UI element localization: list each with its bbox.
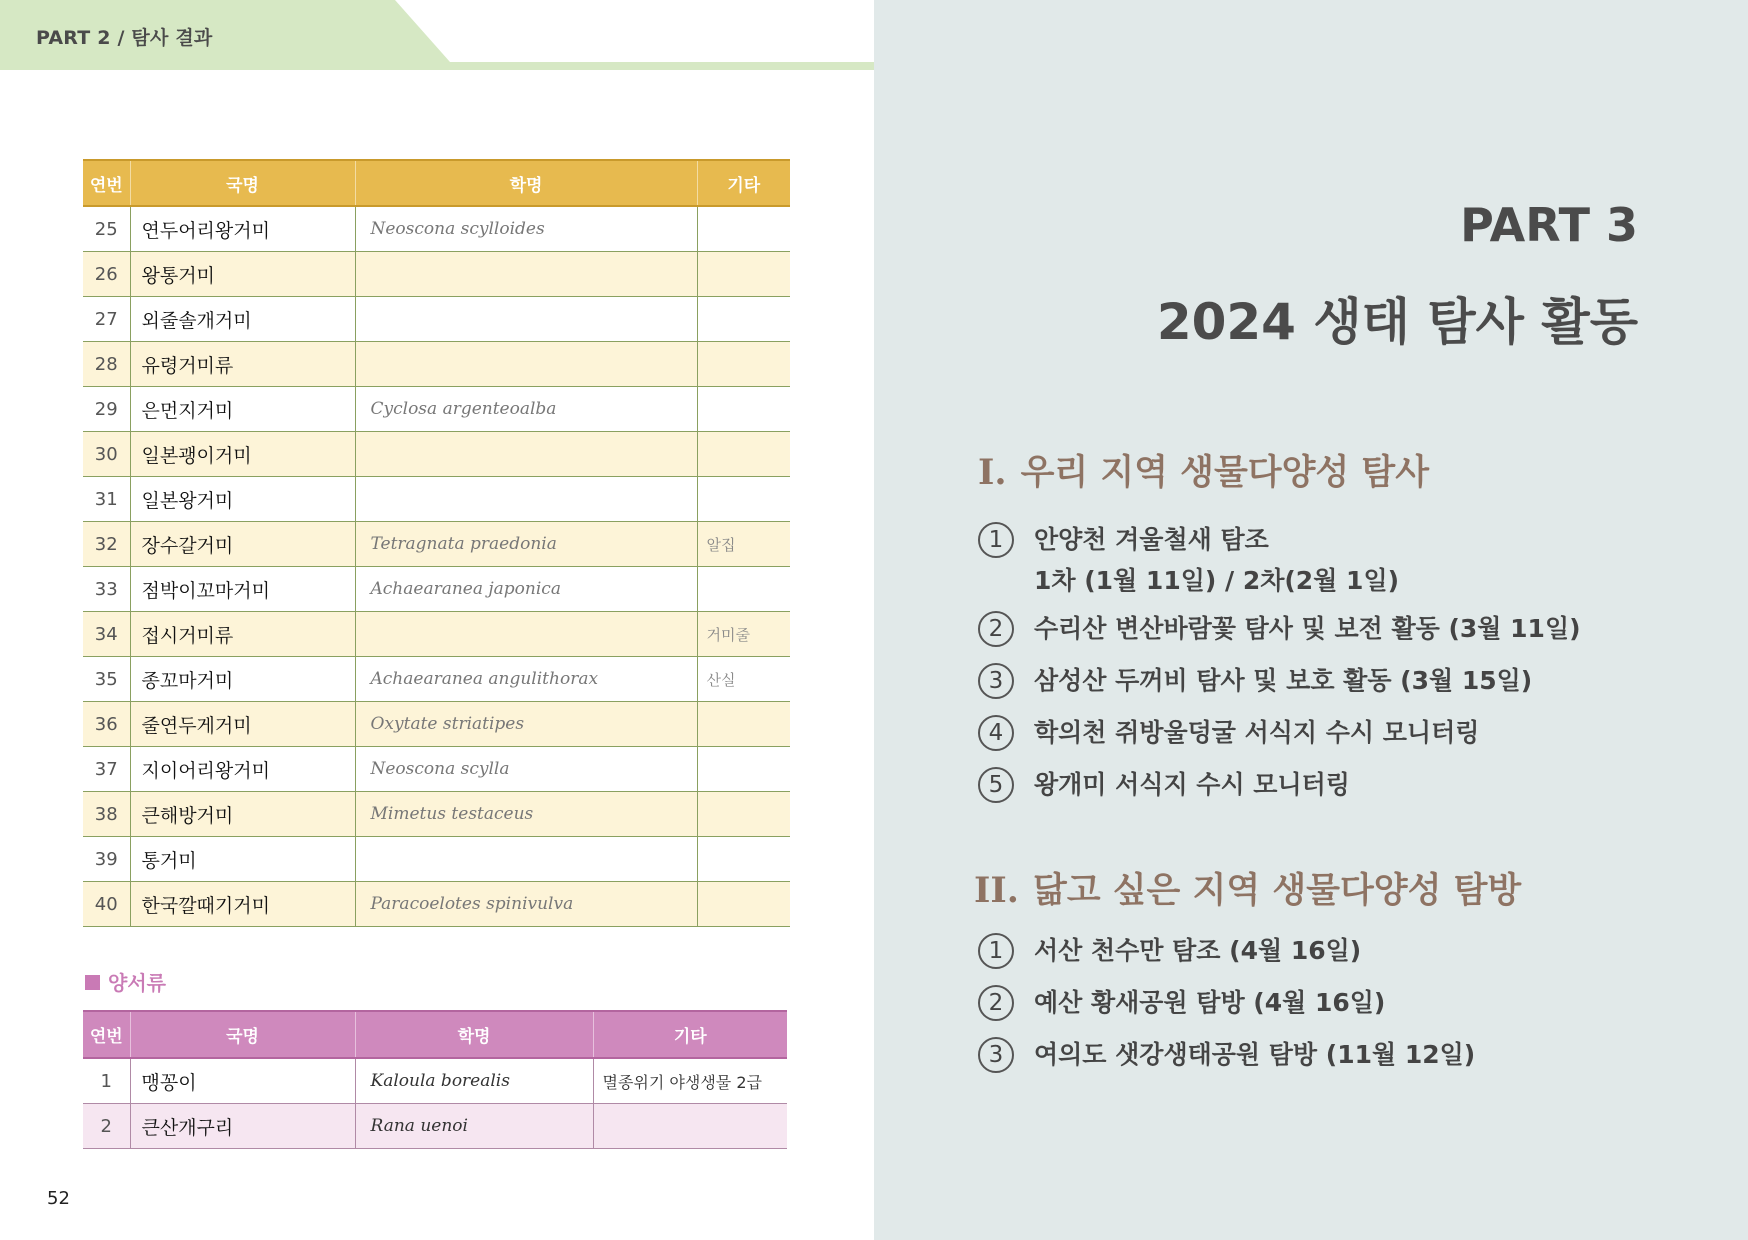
cell-korean-name: 은먼지거미 (130, 387, 355, 432)
list-item-text: 삼성산 두꺼비 탐사 및 보호 활동 (3월 15일) (1034, 666, 1533, 695)
cell-etc (697, 837, 790, 882)
list-item (988, 770, 1350, 800)
part-title: 2024 생태 탐사 활동 (1156, 293, 1638, 351)
table-row (83, 882, 790, 927)
list-item-text: 왕개미 서식지 수시 모니터링 (1034, 770, 1350, 799)
table-row (83, 206, 790, 252)
cell-no: 2 (83, 1104, 130, 1149)
list-item (988, 936, 1362, 966)
list-item (988, 718, 1480, 748)
cell-no: 39 (83, 837, 130, 882)
cell-etc: 거미줄 (697, 612, 790, 657)
circled-number: 2 (978, 985, 1014, 1021)
cell-scientific-name: Kaloula borealis (355, 1058, 593, 1104)
cell-korean-name: 장수갈거미 (130, 522, 355, 567)
cell-no: 33 (83, 567, 130, 612)
circled-number: 3 (978, 663, 1014, 699)
cell-no: 37 (83, 747, 130, 792)
cell-scientific-name: Achaearanea japonica (355, 567, 697, 612)
cell-korean-name: 큰산개구리 (130, 1104, 355, 1149)
cell-no: 1 (83, 1058, 130, 1104)
column-header-etc: 기타 (593, 1011, 787, 1058)
cell-korean-name: 접시거미류 (130, 612, 355, 657)
column-header-scientific-name: 학명 (355, 1011, 593, 1058)
cell-scientific-name (355, 297, 697, 342)
table-row (83, 522, 790, 567)
section-title-text: 우리 지역 생물다양성 탐사 (1020, 453, 1430, 493)
cell-korean-name: 일본왕거미 (130, 477, 355, 522)
cell-scientific-name: Rana uenoi (355, 1104, 593, 1149)
list-item-text: 여의도 샛강생태공원 탐방 (11월 12일) (1034, 1040, 1476, 1069)
cell-korean-name: 연두어리왕거미 (130, 206, 355, 252)
cell-no: 38 (83, 792, 130, 837)
circled-number: 3 (978, 1037, 1014, 1073)
table-row (83, 612, 790, 657)
column-header-korean-name: 국명 (130, 1011, 355, 1058)
table-row (83, 342, 790, 387)
table-header-row (83, 1011, 787, 1058)
cell-scientific-name: Achaearanea angulithorax (355, 657, 697, 702)
column-header-scientific-name: 학명 (355, 160, 697, 206)
cell-etc (697, 387, 790, 432)
cell-etc (697, 432, 790, 477)
table-row (83, 387, 790, 432)
cell-no: 29 (83, 387, 130, 432)
list-item (988, 525, 1400, 596)
right-page (874, 0, 1748, 1240)
cell-no: 36 (83, 702, 130, 747)
amphibian-section-heading (85, 967, 166, 996)
list-item-text: 예산 황새공원 탐방 (4월 16일) (1034, 988, 1386, 1017)
cell-etc: 산실 (697, 657, 790, 702)
cell-korean-name: 일본괭이거미 (130, 432, 355, 477)
part-label: PART 3 (1460, 198, 1638, 252)
table-row (83, 1104, 787, 1149)
cell-etc (697, 792, 790, 837)
cell-scientific-name: Neoscona scylloides (355, 206, 697, 252)
cell-scientific-name (355, 612, 697, 657)
cell-scientific-name (355, 432, 697, 477)
cell-scientific-name: Neoscona scylla (355, 747, 697, 792)
cell-etc (697, 252, 790, 297)
circled-number: 4 (978, 715, 1014, 751)
cell-scientific-name (355, 477, 697, 522)
table-row (83, 792, 790, 837)
section-title-1 (978, 445, 1429, 495)
column-header-no: 연번 (83, 1011, 130, 1058)
cell-etc: 알집 (697, 522, 790, 567)
roman-numeral: II. (974, 870, 1019, 911)
cell-korean-name: 맹꽁이 (130, 1058, 355, 1104)
cell-no: 30 (83, 432, 130, 477)
cell-korean-name: 유령거미류 (130, 342, 355, 387)
cell-etc (697, 477, 790, 522)
cell-korean-name: 통거미 (130, 837, 355, 882)
cell-scientific-name (355, 342, 697, 387)
cell-scientific-name: Oxytate striatipes (355, 702, 697, 747)
table-row (83, 702, 790, 747)
table-row (83, 432, 790, 477)
cell-no: 32 (83, 522, 130, 567)
section-title-text: 닮고 싶은 지역 생물다양성 탐방 (1032, 871, 1522, 911)
cell-etc (697, 342, 790, 387)
cell-etc (697, 567, 790, 612)
cell-no: 25 (83, 206, 130, 252)
cell-etc (697, 747, 790, 792)
list-item-subtext: 1차 (1월 11일) / 2차(2월 1일) (1034, 566, 1400, 595)
cell-no: 28 (83, 342, 130, 387)
list-item-text: 안양천 겨울철새 탐조 (1034, 525, 1269, 554)
table-row (83, 747, 790, 792)
cell-etc (697, 702, 790, 747)
table-row (83, 252, 790, 297)
cell-korean-name: 점박이꼬마거미 (130, 567, 355, 612)
cell-scientific-name (355, 252, 697, 297)
cell-korean-name: 종꼬마거미 (130, 657, 355, 702)
cell-no: 27 (83, 297, 130, 342)
table-row (83, 567, 790, 612)
cell-etc: 멸종위기 야생생물 2급 (593, 1058, 787, 1104)
amphibian-section-title: 양서류 (108, 971, 166, 995)
list-item (988, 614, 1581, 644)
table-row (83, 297, 790, 342)
cell-scientific-name: Paracoelotes spinivulva (355, 882, 697, 927)
cell-scientific-name: Cyclosa argenteoalba (355, 387, 697, 432)
circled-number: 1 (978, 933, 1014, 969)
table-row (83, 477, 790, 522)
section-title-2 (974, 863, 1521, 913)
roman-numeral: I. (978, 452, 1007, 493)
cell-scientific-name: Tetragnata praedonia (355, 522, 697, 567)
cell-korean-name: 줄연두게거미 (130, 702, 355, 747)
cell-no: 40 (83, 882, 130, 927)
cell-no: 26 (83, 252, 130, 297)
cell-etc (593, 1104, 787, 1149)
list-item-text: 수리산 변산바람꽃 탐사 및 보전 활동 (3월 11일) (1034, 614, 1581, 643)
circled-number: 2 (978, 611, 1014, 647)
circled-number: 5 (978, 767, 1014, 803)
cell-korean-name: 한국깔때기거미 (130, 882, 355, 927)
cell-korean-name: 큰해방거미 (130, 792, 355, 837)
header-label: PART 2 / 탐사 결과 (36, 27, 213, 49)
spider-table (83, 159, 790, 927)
cell-etc (697, 206, 790, 252)
list-item (988, 988, 1386, 1018)
amphibian-table (83, 1010, 787, 1149)
cell-scientific-name (355, 837, 697, 882)
table-row (83, 657, 790, 702)
column-header-etc: 기타 (697, 160, 790, 206)
cell-etc (697, 882, 790, 927)
cell-korean-name: 지이어리왕거미 (130, 747, 355, 792)
column-header-no: 연번 (83, 160, 130, 206)
table-row (83, 837, 790, 882)
cell-no: 31 (83, 477, 130, 522)
cell-scientific-name: Mimetus testaceus (355, 792, 697, 837)
column-header-korean-name: 국명 (130, 160, 355, 206)
table-row (83, 1058, 787, 1104)
square-bullet-icon (85, 975, 100, 990)
cell-no: 35 (83, 657, 130, 702)
cell-korean-name: 외줄솔개거미 (130, 297, 355, 342)
cell-no: 34 (83, 612, 130, 657)
page-number: 52 (47, 1188, 70, 1209)
circled-number: 1 (978, 522, 1014, 558)
table-header-row (83, 160, 790, 206)
list-item-text: 서산 천수만 탐조 (4월 16일) (1034, 936, 1362, 965)
list-item (988, 666, 1533, 696)
cell-etc (697, 297, 790, 342)
list-item (988, 1040, 1476, 1070)
list-item-text: 학의천 쥐방울덩굴 서식지 수시 모니터링 (1034, 718, 1480, 747)
cell-korean-name: 왕통거미 (130, 252, 355, 297)
